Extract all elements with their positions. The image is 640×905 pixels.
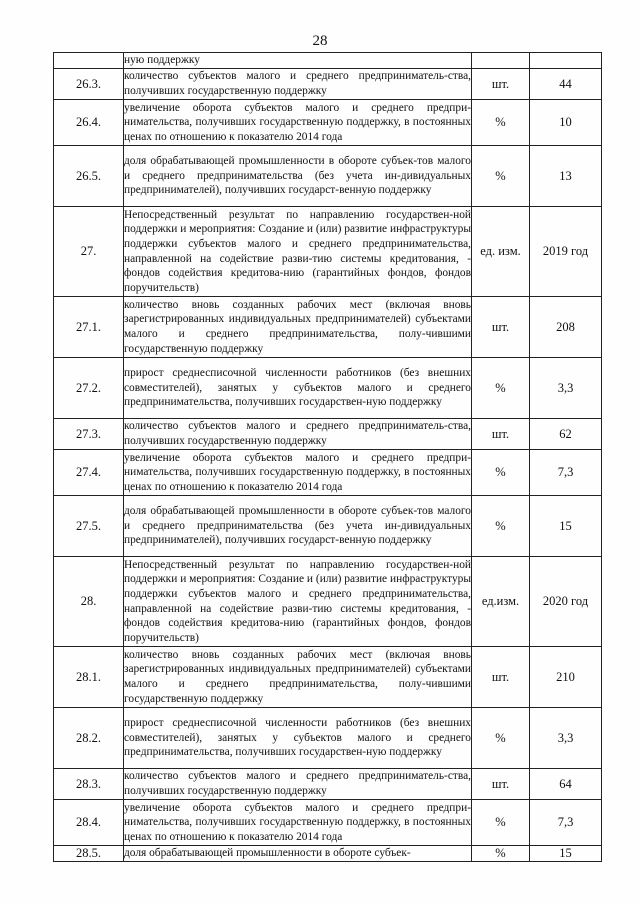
row-number	[54, 53, 124, 69]
page-number: 28	[312, 33, 328, 49]
row-unit: %	[472, 708, 530, 769]
row-unit: %	[472, 846, 530, 862]
row-value: 2020 год	[530, 557, 602, 647]
row-description: количество вновь созданных рабочих мест (включая вновь зарегистрированных индивидуальных предпринимателей) субъектами малого и среднего предпринимательства, полу-чившими государственную поддержку	[124, 297, 472, 358]
row-value: 7,3	[530, 450, 602, 496]
table-row	[54, 450, 602, 496]
row-number: 26.4.	[54, 100, 124, 146]
table-row	[54, 53, 602, 69]
row-number: 28.4.	[54, 800, 124, 846]
row-unit: %	[472, 450, 530, 496]
row-unit: шт.	[472, 647, 530, 708]
row-value: 15	[530, 846, 602, 862]
row-value: 2019 год	[530, 207, 602, 297]
row-unit: %	[472, 146, 530, 207]
row-description: доля обрабатывающей промышленности в обороте субъек-тов малого и среднего предпринимательства (без учета ин-дивидуальных предпринимателей), получивших государст-венную поддержку	[124, 496, 472, 557]
row-number: 27.5.	[54, 496, 124, 557]
row-unit: шт.	[472, 769, 530, 800]
row-number: 27.1.	[54, 297, 124, 358]
row-unit: %	[472, 100, 530, 146]
row-value: 15	[530, 496, 602, 557]
row-description: увеличение оборота субъектов малого и среднего предпри-нимательства, получивших государственную поддержку, в постоянных ценах по отношению к показателю 2014 года	[124, 100, 472, 146]
row-number: 28.	[54, 557, 124, 647]
row-unit	[472, 53, 530, 69]
row-unit: %	[472, 496, 530, 557]
row-number: 27.3.	[54, 419, 124, 450]
row-unit: ед.изм.	[472, 557, 530, 647]
table-row	[54, 100, 602, 146]
row-unit: %	[472, 358, 530, 419]
row-description: прирост среднесписочной численности работников (без внешних совместителей), занятых у субъектов малого и среднего предпринимательства, получивших государствен-ную поддержку	[124, 708, 472, 769]
row-number: 27.	[54, 207, 124, 297]
table-row	[54, 297, 602, 358]
table-row	[54, 146, 602, 207]
table-row	[54, 800, 602, 846]
row-value: 3,3	[530, 358, 602, 419]
row-number: 28.5.	[54, 846, 124, 862]
row-value: 64	[530, 769, 602, 800]
row-description: увеличение оборота субъектов малого и среднего предпри-нимательства, получивших государственную поддержку, в постоянных ценах по отношению к показателю 2014 года	[124, 800, 472, 846]
row-description: ную поддержку	[124, 53, 472, 69]
row-description: количество субъектов малого и среднего предприниматель-ства, получивших государственную поддержку	[124, 69, 472, 100]
row-value: 3,3	[530, 708, 602, 769]
row-value: 7,3	[530, 800, 602, 846]
row-number: 26.3.	[54, 69, 124, 100]
row-unit: шт.	[472, 69, 530, 100]
row-unit: %	[472, 800, 530, 846]
indicators-table	[53, 52, 602, 862]
row-value: 44	[530, 69, 602, 100]
row-value: 210	[530, 647, 602, 708]
row-number: 27.4.	[54, 450, 124, 496]
row-number: 28.2.	[54, 708, 124, 769]
row-value: 13	[530, 146, 602, 207]
row-description: увеличение оборота субъектов малого и среднего предпри-нимательства, получивших государственную поддержку, в постоянных ценах по отношению к показателю 2014 года	[124, 450, 472, 496]
table-row	[54, 207, 602, 297]
row-description: доля обрабатывающей промышленности в обороте субъек-	[124, 846, 472, 862]
row-description: количество субъектов малого и среднего предприниматель-ства, получивших государственную поддержку	[124, 769, 472, 800]
row-value: 10	[530, 100, 602, 146]
row-unit: шт.	[472, 419, 530, 450]
row-value: 62	[530, 419, 602, 450]
row-description: Непосредственный результат по направлению государствен-ной поддержки и мероприятия: Создание и (или) развитие инфраструктуры поддержки субъектов малого и среднего предпринимательства, направленной на содействие разви-тию системы кредитования, - фондов содействия кредитова-нию (гарантийных фондов, фондов поручительств)	[124, 207, 472, 297]
row-number: 27.2.	[54, 358, 124, 419]
table-row	[54, 769, 602, 800]
row-value	[530, 53, 602, 69]
row-description: количество вновь созданных рабочих мест (включая вновь зарегистрированных индивидуальных предпринимателей) субъектами малого и среднего предпринимательства, полу-чившими государственную поддержку	[124, 647, 472, 708]
row-description: доля обрабатывающей промышленности в обороте субъек-тов малого и среднего предпринимательства (без учета ин-дивидуальных предпринимателей), получивших государст-венную поддержку	[124, 146, 472, 207]
table-row	[54, 846, 602, 862]
row-description: Непосредственный результат по направлению государствен-ной поддержки и мероприятия: Создание и (или) развитие инфраструктуры поддержки субъектов малого и среднего предпринимательства, направленной на содействие разви-тию системы кредитования, - фондов содействия кредитова-нию (гарантийных фондов, фондов поручительств)	[124, 557, 472, 647]
row-description: количество субъектов малого и среднего предприниматель-ства, получивших государственную поддержку	[124, 419, 472, 450]
row-unit: ед. изм.	[472, 207, 530, 297]
row-number: 26.5.	[54, 146, 124, 207]
row-number: 28.1.	[54, 647, 124, 708]
table-row	[54, 708, 602, 769]
table-row	[54, 358, 602, 419]
table-row	[54, 419, 602, 450]
table-row	[54, 647, 602, 708]
table-row	[54, 69, 602, 100]
row-description: прирост среднесписочной численности работников (без внешних совместителей), занятых у субъектов малого и среднего предпринимательства, получивших государствен-ную поддержку	[124, 358, 472, 419]
table-row	[54, 557, 602, 647]
row-unit: шт.	[472, 297, 530, 358]
row-number: 28.3.	[54, 769, 124, 800]
table-row	[54, 496, 602, 557]
row-value: 208	[530, 297, 602, 358]
